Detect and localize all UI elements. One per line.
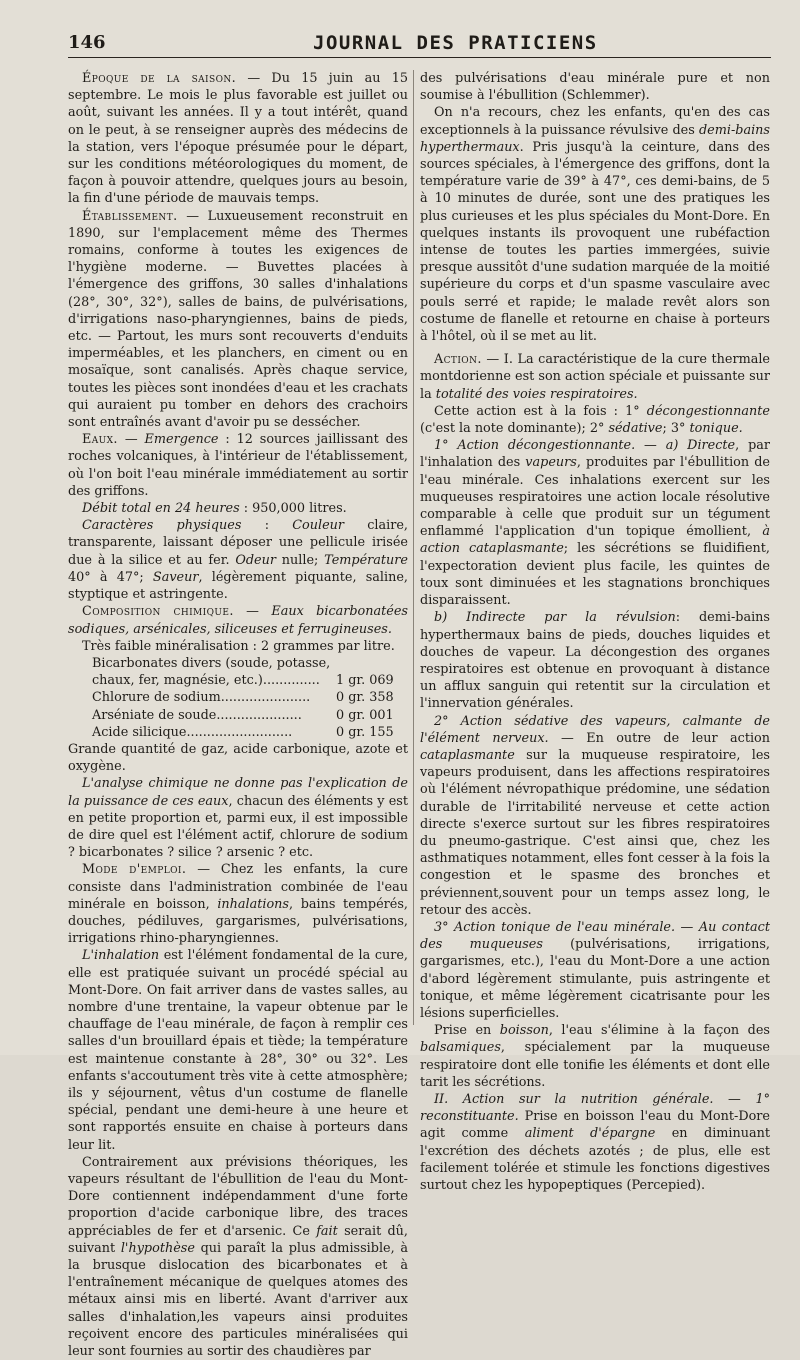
running-title: JOURNAL DES PRATICIENS xyxy=(313,32,598,54)
section-head-eaux: Eaux. xyxy=(82,432,118,448)
right-column xyxy=(420,70,770,1194)
emphasis: Température xyxy=(324,552,408,568)
section-head-mode-emploi: Mode d'emploi. xyxy=(82,862,187,878)
emphasis: Caractères physiques xyxy=(82,518,242,534)
header-rule xyxy=(68,57,771,58)
text: On n'a recours, chez les enfants, qu'en des cas exceptionnels à la puissance révulsive des xyxy=(420,105,770,138)
text: , spécialement par la muqueuse respiratoire dont elle tonifie les éléments et dont elle tarit les sécrétions. xyxy=(420,1040,770,1090)
section-head-epoque: Époque de la saison. xyxy=(82,71,237,86)
emphasis: b) Indirecte par la révulsion xyxy=(434,610,676,626)
emphasis: fait xyxy=(316,1223,338,1239)
text: — En outre de leur action xyxy=(548,730,770,746)
emphasis: balsamiques xyxy=(420,1040,501,1056)
text: : 950,000 litres. xyxy=(239,501,347,517)
paragraph-boisson xyxy=(420,1022,770,1091)
table-label: Arséniate de soude..................... xyxy=(92,707,302,723)
table-label: Acide silicique.......................... xyxy=(92,724,293,740)
text: . Pris jusqu'à la ceinture, dans des sources spéciales, à l'émergence des griffons, dont la température varie de 39° à 47°, ces demi-bains, de 5 à 10 minutes de durée, sont une des pratiques les plus curieuses et les plus spéciales du Mont-Dore. En quelques instants ils provoquent une rubéfaction intense de toutes les parties immergées, suivie presque aussitôt d'une sudation marquée de la moitié supérieure du corps et d'un spasme vasculaire avec pouls serré et rapide; le malade revêt alors son costume de flanelle et retourne en chaise à porteurs à l'hôtel, où il se met au lit. xyxy=(420,139,770,345)
paragraph-etablissement xyxy=(68,208,408,432)
section-head-etablissement: Établissement. xyxy=(82,208,178,224)
emphasis: demi-bains hyperthermaux xyxy=(420,122,770,155)
text: claire, transparente, laissant déposer une pellicule irisée due à la silice et au fer. xyxy=(68,518,408,568)
table-row xyxy=(92,689,408,706)
text: , produites par l'ébullition de l'eau minérale. Ces inhalations exercent sur les muqueuses respiratoires une action locale résolutive comparable à celle que produit sur un tégument enflammé l'application d'un topique émollient, xyxy=(420,455,770,540)
table-value: 0 gr. 155 xyxy=(336,724,394,740)
paragraph-decongestionnante xyxy=(420,437,770,609)
paragraph-pulverisations: des pulvérisations d'eau minérale pure et non soumise à l'ébullition (Schlemmer). xyxy=(420,71,770,104)
section-head-action: Action. xyxy=(434,352,482,368)
table-row xyxy=(92,724,408,741)
text: ; 3° xyxy=(662,421,690,437)
emphasis: Odeur xyxy=(235,552,276,568)
table-label: Chlorure de sodium...................... xyxy=(92,690,311,706)
emphasis: boisson xyxy=(499,1023,549,1039)
paragraph-gaz: Grande quantité de gaz, acide carbonique, azote et oxygène. xyxy=(68,741,408,775)
emphasis: Emergence xyxy=(144,432,219,448)
text: Prise en xyxy=(434,1023,500,1039)
text: serait dû, suivant xyxy=(68,1223,408,1256)
mineral-table xyxy=(92,655,408,741)
paragraph-action xyxy=(420,351,770,403)
text: — I. La caractéristique de la cure thermale montdorienne est son action spéciale et puissante sur la xyxy=(420,352,770,402)
emphasis: Débit total en 24 heures xyxy=(82,501,240,517)
emphasis: vapeurs xyxy=(525,455,577,471)
paragraph-contrairement xyxy=(68,1154,408,1360)
emphasis: II. Action sur la nutrition générale. — 1° reconstituante. xyxy=(420,1091,770,1125)
emphasis: Couleur xyxy=(292,518,345,534)
emphasis: sédative xyxy=(608,421,663,437)
paragraph-tonique xyxy=(420,919,770,1022)
text: : 12 sources jaillissant des roches volcaniques, à l'intérieur de l'établissement, où l'on boit l'eau minérale immédiatement au sortir des griffons. xyxy=(68,432,408,499)
table-row xyxy=(92,672,408,689)
emphasis: L'inhalation xyxy=(82,948,160,964)
emphasis: 1° Action décongestionnante. — a) Directe xyxy=(434,438,736,454)
paragraph-analyse xyxy=(68,775,408,861)
emphasis: cataplasmante xyxy=(420,747,515,763)
emphasis: inhalations xyxy=(217,896,289,912)
text: — Chez les enfants, la cure consiste dans l'administration combinée de l'eau minérale en boisson, xyxy=(68,862,408,912)
text: : xyxy=(241,518,293,534)
text: — Luxueusement reconstruit en 1890, sur l'emplacement même des Thermes romains, conforme à toutes les exigences de l'hygiène moderne. — Buvettes placées à l'émergence des griffons, 30 salles d'inhalations (28°, 30°, 32°), salles de bains, de pulvérisations, d'irrigations naso-pharyngiennes, bains de pieds, etc. — Partout, les murs sont recouverts d'enduits imperméables, et les planchers, en ciment ou en mosaïque, sont canalisés. Après chaque service, toutes les pièces sont inondées d'eau et les crachats qui auraient pu tomber en dehors des crachoirs sont entraînés avant d'avoir pu se dessécher. xyxy=(68,208,408,431)
text: qui paraît la plus admissible, à la brusque dislocation des bicarbonates et à l'entraînement mécanique de quelques atomes des métaux ainsi mis en liberté. Avant d'arriver aux salles d'inhalation,les vapeurs ainsi produites reçoivent encore des particules minéralisées qui leur sont fournies au sortir des chaudières par xyxy=(68,1240,409,1360)
text: nulle; xyxy=(275,552,325,568)
emphasis: totalité des voies respiratoires. xyxy=(435,386,638,402)
table-label: Bicarbonates divers (soude, potasse, xyxy=(92,655,331,671)
paragraph-inhalation xyxy=(68,947,408,1153)
page-header xyxy=(68,30,760,56)
emphasis: 3° Action tonique de l'eau minérale. — Au contact des muqueuses xyxy=(420,919,770,953)
paragraph-demi-bains xyxy=(420,104,770,345)
text: (c'est la note dominante); 2° xyxy=(420,421,609,437)
text: — xyxy=(117,432,145,448)
emphasis: Saveur xyxy=(152,569,199,585)
emphasis: l'hypothèse xyxy=(120,1240,195,1256)
paragraph-nutrition xyxy=(420,1091,770,1194)
text: , bains tempérés, douches, pédiluves, gargarismes, pulvérisations, irrigations rhino-pharyngiennes. xyxy=(68,896,408,947)
paragraph-sedative xyxy=(420,713,770,919)
text: ; les sécrétions se fluidifient, l'expectoration devient plus facile, les quintes de toux sont diminuées et les stagnations bronchiques disparaissent. xyxy=(420,541,770,609)
text: Prise en boisson l'eau du Mont-Dore agit comme xyxy=(420,1109,770,1142)
paragraph-debit xyxy=(68,500,408,517)
text: Cette action est à la fois : 1° xyxy=(434,403,647,419)
table-value: 0 gr. 358 xyxy=(336,690,394,706)
paragraph-epoque xyxy=(68,70,408,208)
paragraph-revulsion xyxy=(420,609,770,712)
text: , l'eau s'élimine à la façon des xyxy=(548,1023,771,1039)
emphasis: décongestionnante xyxy=(646,403,770,419)
paragraph-composition xyxy=(68,603,408,637)
paragraph-mineralisation: Très faible minéralisation : 2 grammes par litre. xyxy=(82,638,395,654)
paragraph-caracteres xyxy=(68,517,408,603)
page-number: 146 xyxy=(68,32,106,53)
text: : demi-bains hyperthermaux bains de pieds, douches liquides et douches de vapeur. La décongestion des organes respiratoires est obtenue en provoquant à distance un afflux sanguin qui retentit sur la circulation et l'innervation générales. xyxy=(420,610,770,712)
text: , légèrement piquante, saline, styptique et astringente. xyxy=(68,569,409,603)
text: en diminuant l'excrétion des déchets azotés ; de plus, elle est facilement tolérée et stimule les fonctions digestives surtout chez les hypopeptiques (Percepied). xyxy=(420,1126,771,1193)
paragraph-mode-emploi xyxy=(68,861,408,947)
table-value: 1 gr. 069 xyxy=(336,673,394,689)
text: — Du 15 juin au 15 septembre. Le mois le plus favorable est juillet ou août, suivant les années. Il y a tout intérêt, quand on le peut, à se renseigner auprès des médecins de la station, vers l'époque présumée pour le départ, sur les conditions météorologiques du moment, de façon à pouvoir attendre, quelques jours au besoin, la fin d'une période de mauvais temps. xyxy=(68,71,408,207)
text: Contrairement aux prévisions théoriques, les vapeurs résultant de l'ébullition de l'eau du Mont-Dore contiennent indépendamment d'une forte proportion d'acide carbonique libre, des traces appréciables de fer et d'arsenic. Ce xyxy=(68,1154,408,1239)
text: , par l'inhalation des xyxy=(420,438,771,471)
text: 40° à 47°; xyxy=(68,569,153,585)
table-value: 0 gr. 001 xyxy=(336,707,394,723)
text: , chacun des éléments y est en petite proportion et, parmi eux, il est impossible de dire quel est l'élément actif, chlorure de sodium ? bicarbonates ? silice ? arsenic ? etc. xyxy=(68,793,408,861)
section-head-composition: Composition chimique. xyxy=(82,604,234,620)
emphasis: L'analyse chimique ne donne pas l'explication de la puissance de ces eaux xyxy=(68,776,408,809)
emphasis: aliment d'épargne xyxy=(524,1126,656,1142)
emphasis: 2° Action sédative des vapeurs, calmante de l'élément nerveux. xyxy=(420,713,770,746)
table-row xyxy=(92,707,408,724)
emphasis: Eaux bicarbonatées sodiques, arsénicales, siliceuses et ferrugineuses. xyxy=(68,604,408,637)
emphasis: tonique. xyxy=(689,421,743,437)
text: est l'élément fondamental de la cure, elle est pratiquée suivant un procédé spécial au Mont-Dore. On fait arriver dans de vastes salles, au nombre d'une trentaine, la vapeur obtenue par le chauffage de l'eau minérale, de façon à remplir ces salles d'un brouillard épais et tiède; la température est maintenue constante à 28°, 30° ou 32°. Les enfants s'accoutument très vite à cette atmosphère; ils y séjournent, vêtus d'un costume de flanelle spécial, pendant une demi-heure à une heure et sont rapportés ensuite en chaise à porteurs dans leur lit. xyxy=(68,948,408,1153)
paragraph-cette-action xyxy=(420,403,770,437)
text: — xyxy=(233,604,272,620)
emphasis: à action cataplasmante xyxy=(420,524,770,557)
text: sur la muqueuse respiratoire, les vapeurs produisent, dans les affections respiratoires où l'élément névropathique prédomine, une sédation durable de l'irritabilité nerveuse et cette action directe s'exerce surtout sur les fibres respiratoires du pneumo-gastrique. C'est ainsi que, chez les asthmatiques notamment, elles font cesser à la fois la congestion et le spasme des bronches et préviennent,souvent pour un temps assez long, le retour des accès. xyxy=(420,747,770,918)
paragraph-eaux xyxy=(68,431,408,500)
table-label: chaux, fer, magnésie, etc.).............. xyxy=(92,673,320,689)
text: (pulvérisations, irrigations, gargarismes, etc.), l'eau du Mont-Dore a une action d'abord légèrement stimulante, puis astringente et tonique, et même légèrement cicatrisante pour les lésions superficielles. xyxy=(420,937,770,1021)
table-value xyxy=(336,655,408,672)
left-column xyxy=(68,70,408,1360)
table-row xyxy=(92,655,408,672)
column-divider xyxy=(413,70,414,1025)
